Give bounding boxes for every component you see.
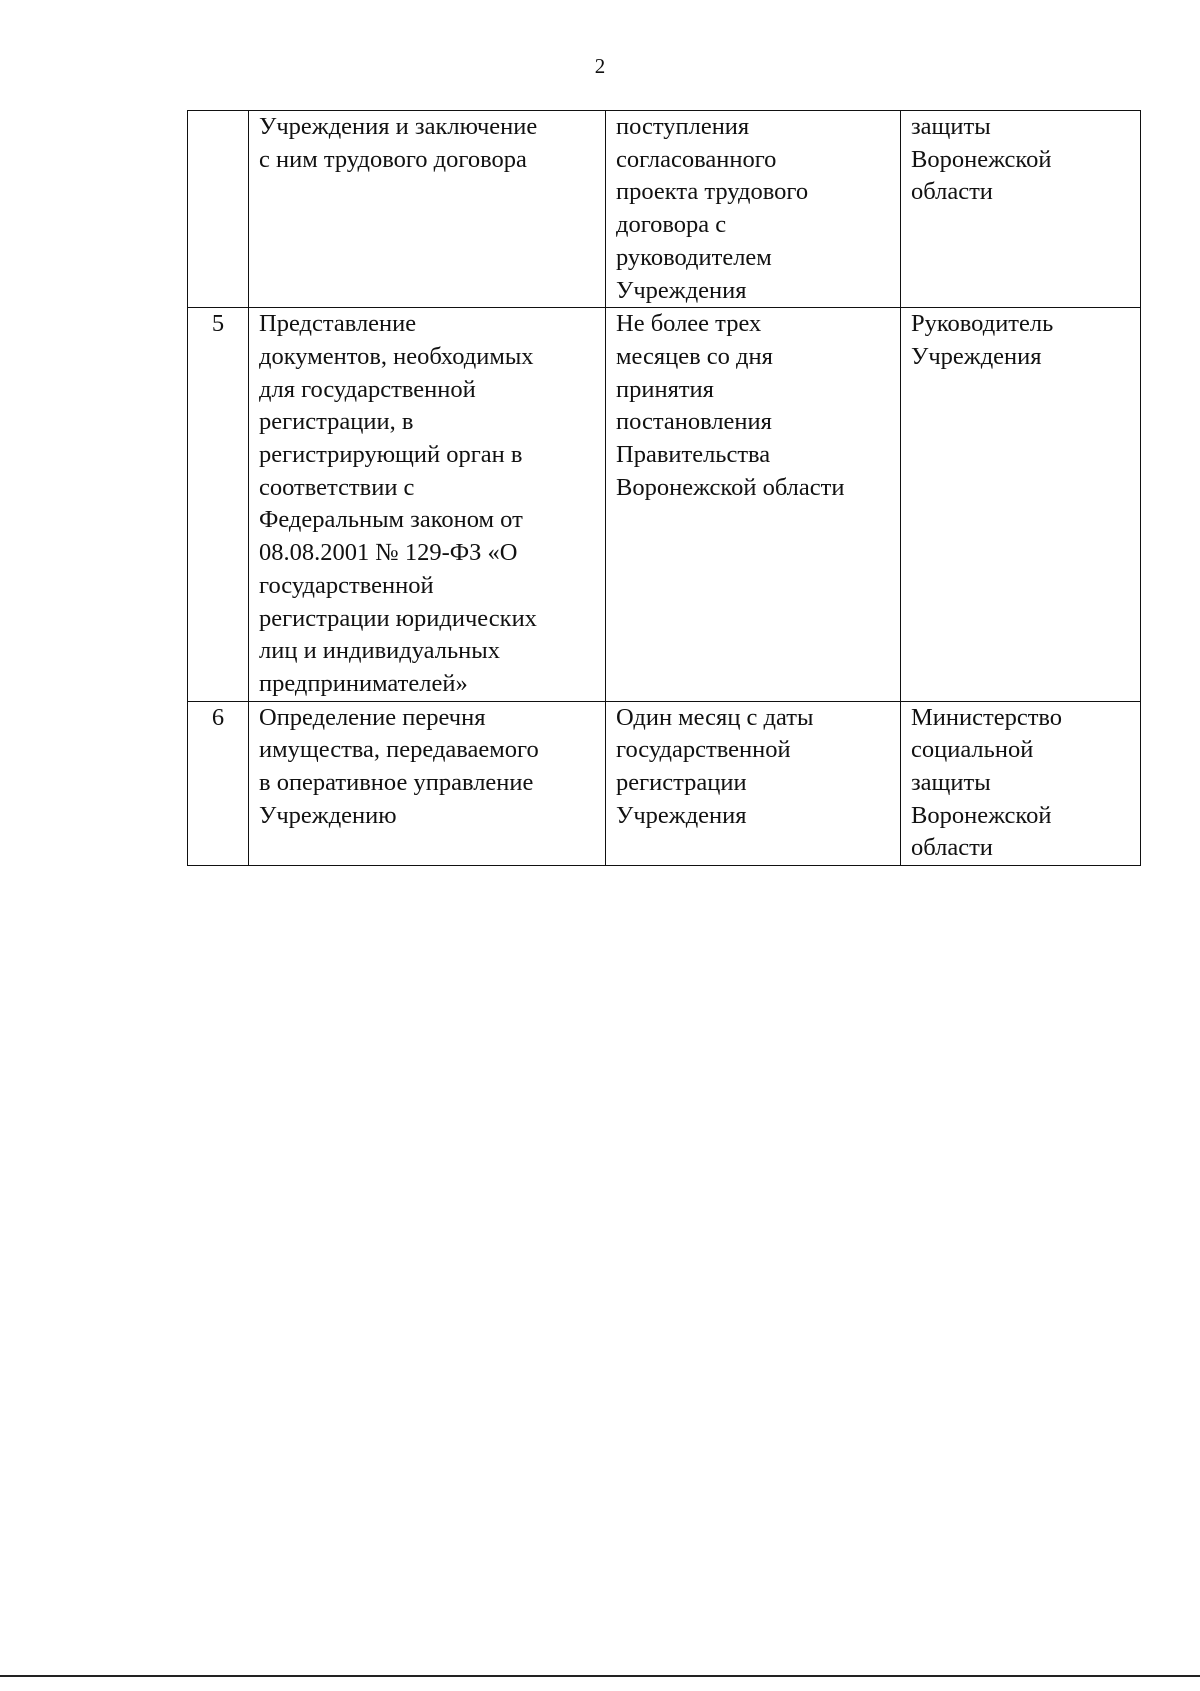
table-row [188,308,1141,701]
responsible-cell: Министерство социальной защиты Воронежской области [901,701,1141,866]
scan-bottom-edge [0,1675,1200,1677]
action-cell: Учреждения и заключение с ним трудового договора [249,111,606,308]
term-cell: Не более трех месяцев со дня принятия постановления Правительства Воронежской области [606,308,901,701]
action-cell: Определение перечня имущества, передаваемого в оперативное управление Учреждению [249,701,606,866]
term-cell: Один месяц с даты государственной регистрации Учреждения [606,701,901,866]
term-cell: поступления согласованного проекта трудового договора с руководителем Учреждения [606,111,901,308]
table-row [188,111,1141,308]
row-number-cell: 5 [188,308,249,701]
page-number: 2 [594,54,606,78]
measures-table [187,110,1141,866]
table-row [188,701,1141,866]
responsible-cell: защиты Воронежской области [901,111,1141,308]
responsible-cell: Руководитель Учреждения [901,308,1141,701]
row-number-cell: 6 [188,701,249,866]
row-number-cell [188,111,249,308]
action-cell: Представление документов, необходимых для государственной регистрации, в регистрирующий орган в соответствии с Федеральным законом от 08.08.2001 № 129-ФЗ «О государственной регистрации юридических лиц и индивидуальных предпринимателей» [249,308,606,701]
